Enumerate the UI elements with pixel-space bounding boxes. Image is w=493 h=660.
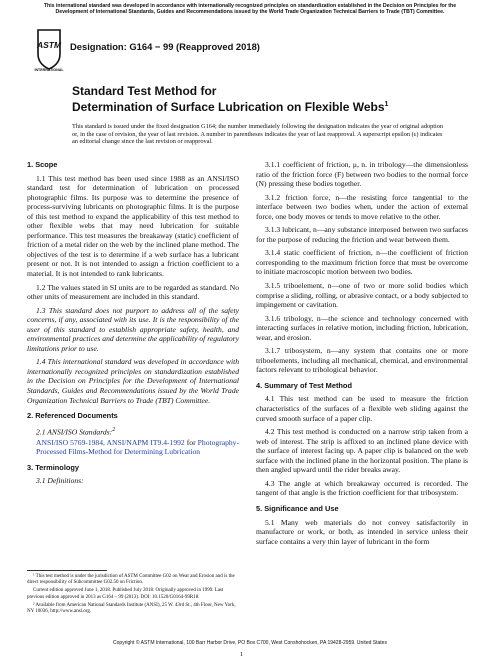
para-3-1: 3.1 Definitions: [36,476,84,486]
title-line-1: Standard Test Method for [72,84,217,98]
section-scope-heading: 1. Scope [27,160,58,169]
para-4-2: 4.2 This test method is conducted on a narrow strip taken from a web of interest. The strip is affixed to an inclined plane device with the surface of interest facing up. A paper clip is balanced on the web surface with the inclined plane in the horizontal position. The plane is then angled upward until the rider breaks away. [256,427,469,475]
definition-3-1-1: 3.1.1 coefficient of friction, μ, n. in tribology—the dimensionless ratio of the friction force (F) between two bodies to the normal force (N) pressing these bodies together. [256,160,468,189]
designation: Designation: G164 − 99 (Reapproved 2018) [70,41,260,52]
footnotes [27,574,239,617]
para-1-1: 1.1 This test method has been used since 1988 as an ANSI/ISO standard test for determination of lubrication on processed photographic films. Its purpose was to determine the presence of process-surviving lubricants on photographic films. It is the purpose of this test method to expand the applicability of this test method to other flexible webs that may need lubrication for suitable performance. This test measures the breakaway (static) coefficient of friction of a metal rider on the web by the inclined plane method. The objectives of the test is to determine if a web surface has a lubricant present or not. It is not intended to assign a friction coefficient to a material. It is not intended to rank lubricants. [27,173,239,279]
para-2-1-text: 2.1 ANSI/ISO Standards: [36,427,113,437]
section-referenced-heading: 2. Referenced Documents [27,411,118,421]
issuance-note: This standard is issued under the fixed designation G164; the number immediately following the designation indicates the year of original adoption or, in the case of revision, the year of last revision. A number in parentheses indicates the year of last reapproval. A superscript epsilon (ε) indicates an editorial change since the last revision or reapproval. [72,123,444,146]
para-5-1: 5.1 Many web materials do not convey satisfactorily in manufacture or work, or both, as intended in service unless their surface contains a very thin layer of lubricant in the form [256,517,468,546]
title-main: Determination of Surface Lubrication on Flexible Webs [72,100,385,114]
para-1-3: 1.3 This standard does not purport to address all of the safety concerns, if any, associated with its use. It is the responsibility of the user of this standard to establish appropriate safety, health, and environmental practices and determine the applicability of regulatory limitations prior to use. [27,305,239,353]
definition-3-1-3: 3.1.3 lubricant, n—any substance interposed between two surfaces for the purpose of reducing the friction and wear between them. [256,225,468,244]
footnote-marker-2: 2 [112,425,116,433]
title-line-2 [72,98,388,114]
copyright-footer: Copyright © ASTM International, 100 Barr Harbor Drive, PO Box C700, West Conshohocken, PA 19428-2959. United States [113,640,387,646]
para-4-1: 4.1 This test method can be used to measure the friction characteristics of the surfaces of a flexible web sliding against the curved smooth surface of a paper clip. [256,394,468,423]
footnote-1: ¹ This test method is under the jurisdiction of ASTM Committee G02 on Wear and Erosion and is the direct responsibility of Subcommittee G02.50 on Friction. [27,574,235,586]
para-1-2: 1.2 The values stated in SI units are to be regarded as standard. No other units of measurement are included in this standard. [27,282,239,302]
left-column [27,160,239,490]
definition-3-1-5: 3.1.5 triboelement, n—one of two or more solid bodies which comprise a sliding, rolling, or abrasive contact, or a body subjected to impingement or cavitation. [256,281,468,310]
definition-3-1-4: 3.1.4 static coefficient of friction, n—the coefficient of friction corresponding to the maximum friction force that must be overcome to initiate macroscopic motion between two bodies. [256,248,468,277]
section-significance-heading: 5. Significance and Use [256,503,339,513]
section-terminology-heading: 3. Terminology [27,462,80,472]
definition-3-1-6: 3.1.6 tribology, n—the science and technology concerned with interacting surfaces in relative motion, including friction, lubrication, wear, and erosion. [256,313,468,342]
page-number: 1 [240,651,244,658]
reference-for: for [186,437,196,447]
right-column [256,160,468,550]
footnote-1-edition: Current edition approved June 1, 2018. Published July 2018. Originally approved in 1999. Last previous edition approved in 2013 as G164 – 99 (2013). DOI: 10.1520/G0164-99R18. [27,588,224,600]
definition-3-1-2: 3.1.2 friction force, n—the resisting force tangential to the interface between two bodies when, under the action of external force, one body moves or tends to move relative to the other. [256,192,468,221]
tbt-notice: This international standard was developed in accordance with internationally recognized principles on standardization established in the Decision on Principles for the Development of International Standards, Guides and Recommendations issued by the World Trade Organization Technical Barriers to Trade (TBT) Committee. [43,3,457,16]
document-title [72,84,388,114]
svg-text:ASTM: ASTM [36,40,62,50]
reference-code-link[interactable]: ANSI/ISO 5769-1984, ANSI/NAPM IT9.4-1992 [36,437,185,447]
definition-3-1-7: 3.1.7 tribosystem, n—any system that contains one or more triboelements, including all mechanical, chemical, and environmental factors relevant to tribological behavior. [256,346,468,375]
svg-text:INTERNATIONAL: INTERNATIONAL [34,68,64,72]
reference-title-link[interactable]: Photography-Processed Films-Method for Determining Lubrication [36,437,240,457]
astm-logo [34,28,64,72]
footnote-2: ² Available from American National Standards Institute (ANSI), 25 W. 43rd St., 4th Floor, New York, NY 10036, http://www.ansi.org. [27,602,236,615]
footnote-divider [27,570,107,571]
para-4-3: 4.3 The angle at which breakaway occurred is recorded. The tangent of that angle is the friction coefficient for that tribosystem. [256,478,468,498]
reference-entry [36,438,239,457]
section-summary-heading: 4. Summary of Test Method [256,380,352,390]
para-1-4: 1.4 This international standard was developed in accordance with internationally recognized principles on standardization established in the Decision on Principles for the Development of International Standards, Guides and Recommendations issued by the World Trade Organization Technical Barriers to Trade (TBT) Committee. [27,357,239,405]
para-2-1 [27,425,239,437]
title-footnote-marker: 1 [384,101,389,108]
